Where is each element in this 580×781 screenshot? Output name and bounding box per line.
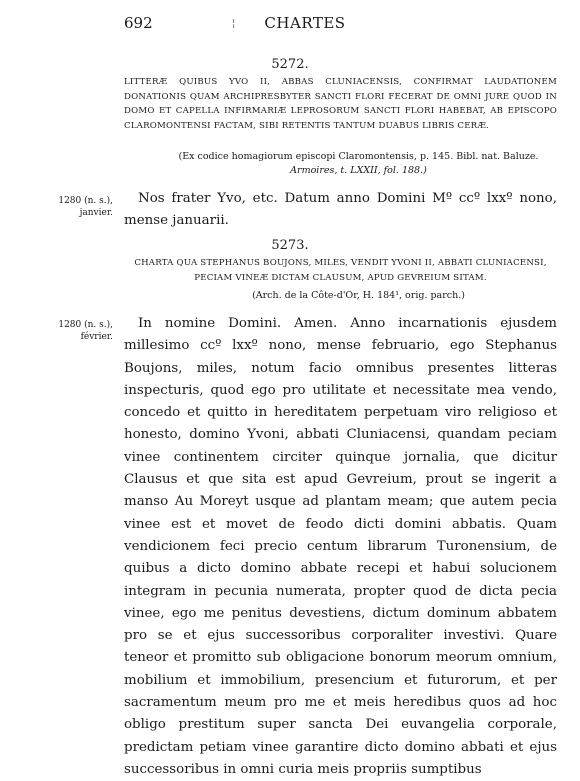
source-line: (Arch. de la Côte-d'Or, H. 184¹, orig. parch.) bbox=[252, 290, 465, 301]
charter-title: LITTERÆ QUIBUS YVO II, ABBAS CLUNIACENSIS, CONFIRMAT LAUDATIONEM DONATIONIS QUAM ARCHIPRESBYTER SANCTI FLORI FECERAT DE OMNI JURE QUOD IN DOMO ET CAPELLA INFIRMARIÆ LEPROSORUM SANCTI FLORI HABEBAT, AB EPISCOPO CLAROMONTENSI FACTAM, SIBI RETENTIS TANTUM DUABUS LIBRIS CERÆ. bbox=[124, 77, 557, 131]
margin-month: février. bbox=[80, 332, 113, 342]
charter-title: CHARTA QUA STEPHANUS BOUJONS, MILES, VENDIT YVONI II, ABBATI CLUNIACENSI, PECIAM VINEÆ DICTAM CLAUSUM, APUD GEVREIUM SITAM. bbox=[134, 258, 547, 283]
charter-number: 5273. bbox=[271, 238, 309, 253]
charter-text: Nos frater Yvo, etc. Datum anno Domini Mº ccº lxxº nono, mense januarii. bbox=[124, 191, 557, 229]
margin-date: 1280 (n. s.), bbox=[58, 320, 113, 330]
running-head: CHARTES bbox=[264, 14, 346, 32]
margin-month: janvier. bbox=[79, 208, 113, 218]
margin-date: 1280 (n. s.), bbox=[58, 196, 113, 206]
charter-number: 5272. bbox=[271, 57, 309, 72]
ornament-mark: ¦ bbox=[232, 18, 236, 29]
charter-text: In nomine Domini. Amen. Anno incarnationis ejusdem millesimo ccº lxxº nono, mense februario, ego Stephanus Boujons, miles, notum facio omnibus presentes litteras inspecturis, quod ego pro utilitate et necessitate mea vendo, concedo et quitto in hereditatem perpetuam viro religioso et honesto, domino Yvoni, abbati Cluniacensi, quandam peciam vinee continentem circiter quinque jornalia, que dicitur Clausus et que sita est apud Gevreium, prout se ingerit a manso Au Moreyt usque ad plantam meam; que autem pecia vinee est et movet de feodo dicti domini abbatis. Quam vendicionem feci precio centum librarum Turonensium, de quibus a dicto domino abbate recepi et habui solucionem integram in pecunia numerata, propter quod de dicta pecia vinee, ego me penitus devestiens, dictum dominum abbatem pro se et ejus successoribus corporaliter investivi. Quare teneor et promitto sub obligacione bonorum meorum omnium, mobilium et immobilium, presencium et futurorum, et per sacramentum meum pro me et meis heredibus quos ad hoc obligo prestitum super sancta Dei euvangelia corporale, predictam petiam vinee garantire dicto domino abbati et ejus successoribus in omni curia meis propriis sumptibus bbox=[124, 316, 557, 777]
source-line: (Ex codice homagiorum episcopi Claromontensis, p. 145. Bibl. nat. Baluze. bbox=[178, 151, 539, 162]
page-number: 692 bbox=[124, 14, 153, 32]
source-line: Armoires, t. LXXII, fol. 188.) bbox=[290, 165, 427, 176]
